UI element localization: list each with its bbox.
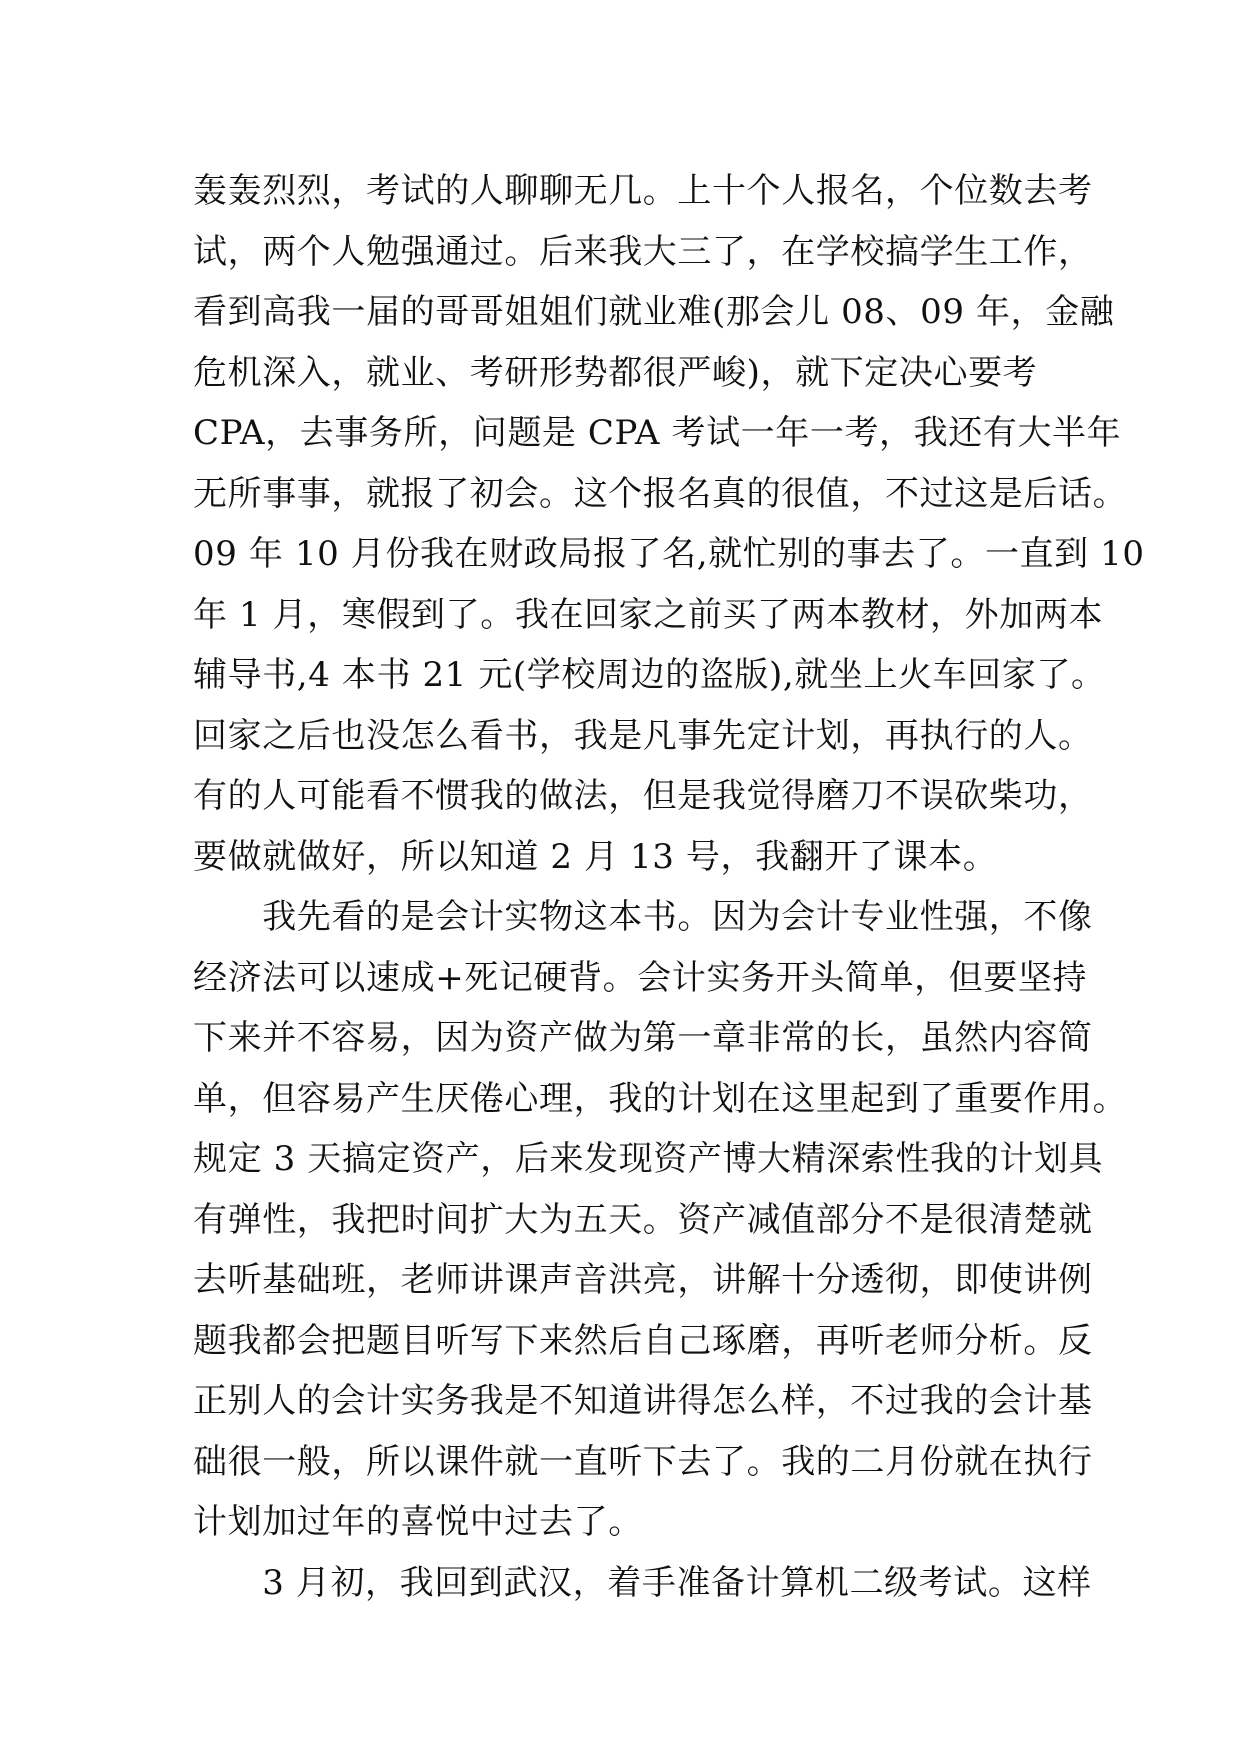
text-line: 年 1 月，寒假到了。我在回家之前买了两本教材，外加两本 [193,594,1104,635]
text-line: 有弹性，我把时间扩大为五天。资产减值部分不是很清楚就 [193,1199,1093,1240]
text-line: 有的人可能看不惯我的做法，但是我觉得磨刀不误砍柴功， [193,776,1093,816]
text-line: 轰轰烈烈，考试的人聊聊无几。上十个人报名，个位数去考 [193,171,1093,211]
text-line: 危机深入，就业、考研形势都很严峻)，就下定决心要考 [193,352,1038,393]
text-line: 去听基础班，老师讲课声音洪亮，讲解十分透彻，即使讲例 [193,1260,1093,1300]
text-line: 试，两个人勉强通过。后来我大三了，在学校搞学生工作， [193,231,1093,272]
text-line: 正别人的会计实务我是不知道讲得怎么样，不过我的会计基 [193,1381,1093,1421]
text-line: 计划加过年的喜悦中过去了。 [193,1502,643,1542]
text-line: 看到高我一届的哥哥姐姐们就业难(那会儿 08、09 年，金融 [193,292,1115,332]
text-line: 经济法可以速成+死记硬背。会计实务开头简单，但要坚持 [193,957,1088,998]
text-line: 题我都会把题目听写下来然后自己琢磨，再听老师分析。反 [193,1320,1093,1361]
text-line: 无所事事，就报了初会。这个报名真的很值，不过这是后话。 [193,473,1128,514]
text-line: 我先看的是会计实物这本书。因为会计专业性强，不像 [193,897,1093,937]
text-line: 下来并不容易，因为资产做为第一章非常的长，虽然内容简 [193,1018,1093,1058]
text-line: 3 月初，我回到武汉，着手准备计算机二级考试。这样 [193,1562,1092,1603]
text-line: 单，但容易产生厌倦心理，我的计划在这里起到了重要作用。 [193,1078,1128,1119]
text-line: 要做就做好，所以知道 2 月 13 号，我翻开了课本。 [193,836,998,877]
text-line: 础很一般，所以课件就一直听下去了。我的二月份就在执行 [193,1441,1093,1482]
text-line: 辅导书,4 本书 21 元(学校周边的盗版),就坐上火车回家了。 [193,655,1106,695]
text-line: 回家之后也没怎么看书，我是凡事先定计划，再执行的人。 [193,715,1093,756]
body-text [193,161,1145,1613]
text-line: 09 年 10 月份我在财政局报了名,就忙别的事去了。一直到 10 [193,534,1145,574]
text-line: 规定 3 天搞定资产，后来发现资产博大精深索性我的计划具 [193,1139,1104,1179]
text-line: CPA，去事务所，问题是 CPA 考试一年一考，我还有大半年 [193,413,1122,453]
